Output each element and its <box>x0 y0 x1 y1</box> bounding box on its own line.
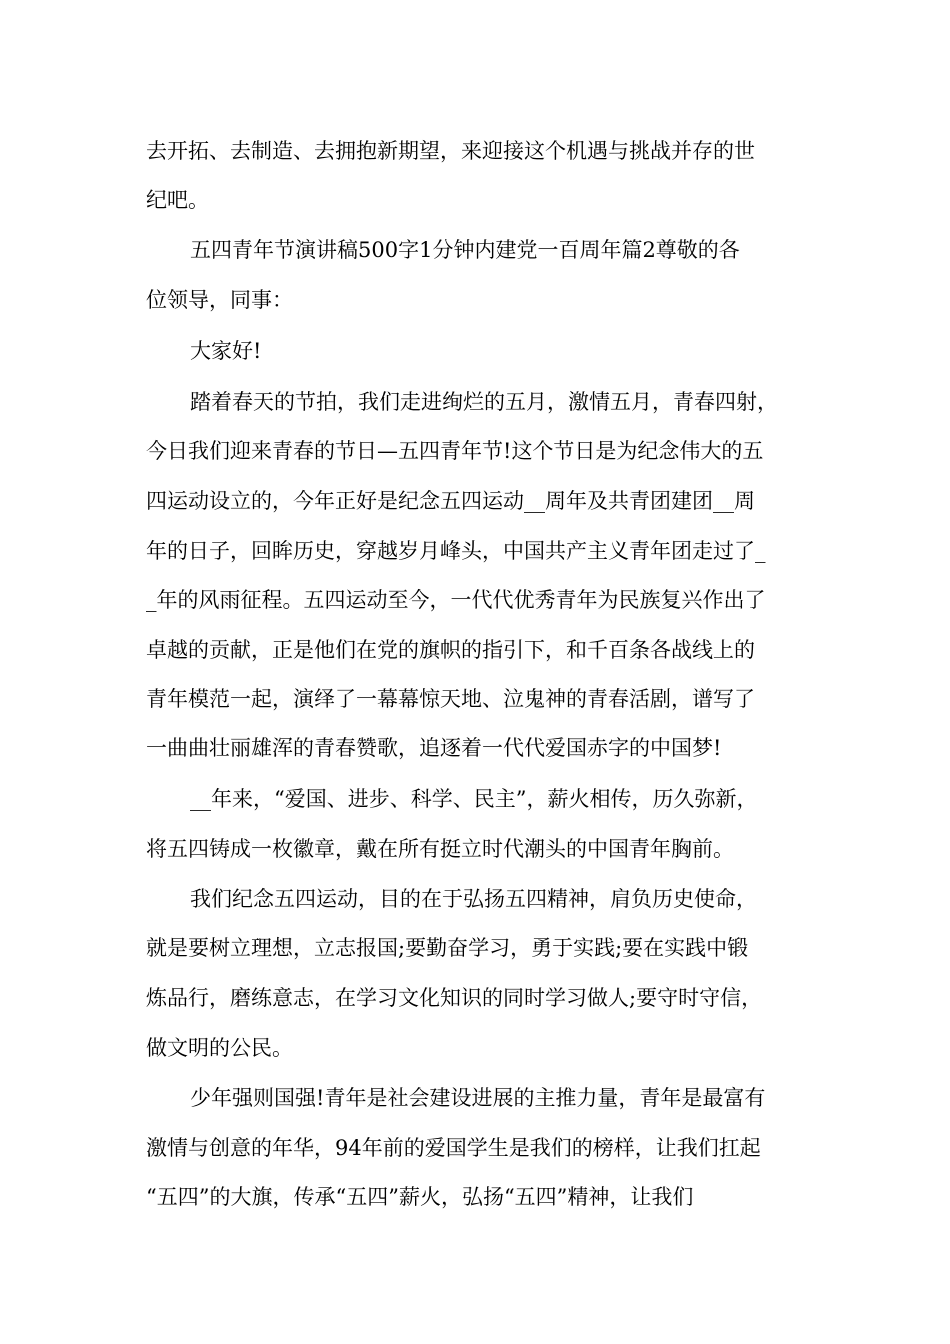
text-line: “五四”的大旗，传承“五四”薪火，弘扬“五四”精神，让我们 <box>146 1185 694 1209</box>
text-line: 纪吧。 <box>146 188 209 212</box>
text-line: 年的日子，回眸历史，穿越岁月峰头，中国共产主义青年团走过了_ <box>146 539 766 563</box>
text-line: 卓越的贡献，正是他们在党的旗帜的指引下，和千百条各战线上的 <box>146 638 755 662</box>
text-line: __年来，“爱国、进步、科学、民主”，薪火相传，历久弥新， <box>190 787 758 811</box>
text-line: 激情与创意的年华，94年前的爱国学生是我们的榜样，让我们扛起 <box>146 1136 761 1160</box>
text-line: 做文明的公民。 <box>146 1036 293 1060</box>
text-line: 一曲曲壮丽雄浑的青春赞歌，追逐着一代代爱国赤字的中国梦! <box>146 736 722 760</box>
text-line: 去开拓、去制造、去拥抱新期望，来迎接这个机遇与挑战并存的世 <box>146 139 755 163</box>
text-line: 炼品行，磨练意志，在学习文化知识的同时学习做人;要守时守信， <box>146 986 763 1010</box>
greeting: 大家好! <box>190 339 262 363</box>
text-line: 位领导，同事： <box>146 288 293 312</box>
text-line: _年的风雨征程。五四运动至今，一代代优秀青年为民族复兴作出了 <box>146 588 766 612</box>
text-line: 今日我们迎来青春的节日—五四青年节!这个节日是为纪念伟大的五 <box>146 439 764 463</box>
text-line: 四运动设立的，今年正好是纪念五四运动__周年及共青团建团__周 <box>146 489 755 513</box>
text-line: 踏着春天的节拍，我们走进绚烂的五月，激情五月，青春四射， <box>190 390 778 414</box>
text-line: 我们纪念五四运动，目的在于弘扬五四精神，肩负历史使命， <box>190 887 757 911</box>
text-line: 就是要树立理想，立志报国;要勤奋学习，勇于实践;要在实践中锻 <box>146 936 749 960</box>
text-line: 少年强则国强!青年是社会建设进展的主推力量，青年是最富有 <box>190 1086 766 1110</box>
text-line: 青年模范一起，演绎了一幕幕惊天地、泣鬼神的青春活剧，谱写了 <box>146 687 755 711</box>
text-line: 将五四铸成一枚徽章，戴在所有挺立时代潮头的中国青年胸前。 <box>146 837 734 861</box>
article-heading: 五四青年节演讲稿500字1分钟内建党一百周年篇2尊敬的各 <box>190 238 740 262</box>
